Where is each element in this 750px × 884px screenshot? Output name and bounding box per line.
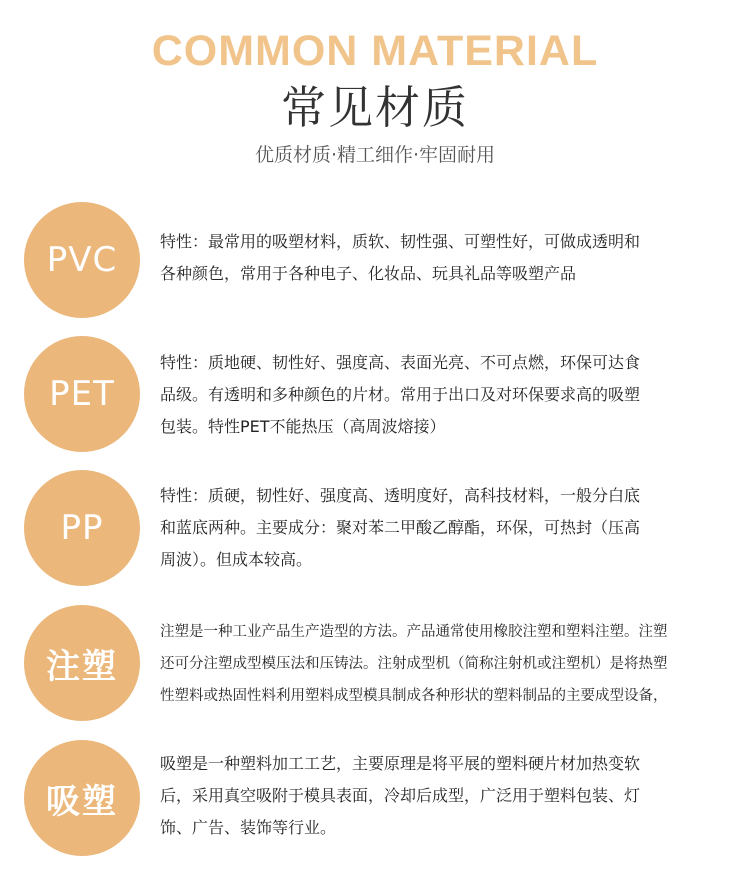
description-line: 品级。有透明和多种颜色的片材。常用于出口及对环保要求高的吸塑 [160,385,641,404]
material-badge: 吸塑 [24,740,140,856]
description-line: 吸塑是一种塑料加工工艺，主要原理是将平展的塑料硬片材加热变软 [160,754,641,773]
material-description [160,347,740,443]
description-line: 包装。特性PET不能热压（高周波熔接） [160,417,446,436]
description-line: 注塑是一种工业产品生产造型的方法。产品通常使用橡胶注塑和塑料注塑。注塑 [160,624,668,640]
description-line: 和蓝底两种。主要成分：聚对苯二甲酸乙醇酯，环保，可热封（压高 [160,518,641,537]
description-line: 周波）。但成本较高。 [160,550,313,569]
material-badge: 注塑 [24,605,140,721]
description-line: 特性：质硬，韧性好、强度高、透明度好，高科技材料，一般分白底 [160,486,641,505]
description-line: 后，采用真空吸附于模具表面，冷却后成型，广泛用于塑料包装、灯 [160,786,641,805]
material-description [160,616,740,712]
subtitle: 优质材质·精工细作·牢固耐用 [254,144,496,166]
material-badge: PVC [24,202,140,318]
title-en: COMMON MATERIAL [151,27,599,75]
description-line: 饰、广告、装饰等行业。 [160,818,337,837]
description-line: 特性：质地硬、韧性好、强度高、表面光亮、不可点燃，环保可达食 [160,353,641,372]
material-description [160,480,740,576]
description-line: 性塑料或热固性料利用塑料成型模具制成各种形状的塑料制品的主要成型设备， [160,688,668,704]
material-description [160,748,740,844]
title-cn: 常见材质 [280,81,469,134]
description-line: 特性：最常用的吸塑材料，质软、韧性强、可塑性好，可做成透明和 [160,232,641,251]
description-line: 还可分注塑成型模压法和压铸法。注射成型机（简称注射机或注塑机）是将热塑 [160,656,668,672]
material-badge: PET [24,336,140,452]
description-line: 各种颜色，常用于各种电子、化妆品、玩具礼品等吸塑产品 [160,264,577,283]
material-description [160,226,740,290]
material-badge: PP [24,470,140,586]
